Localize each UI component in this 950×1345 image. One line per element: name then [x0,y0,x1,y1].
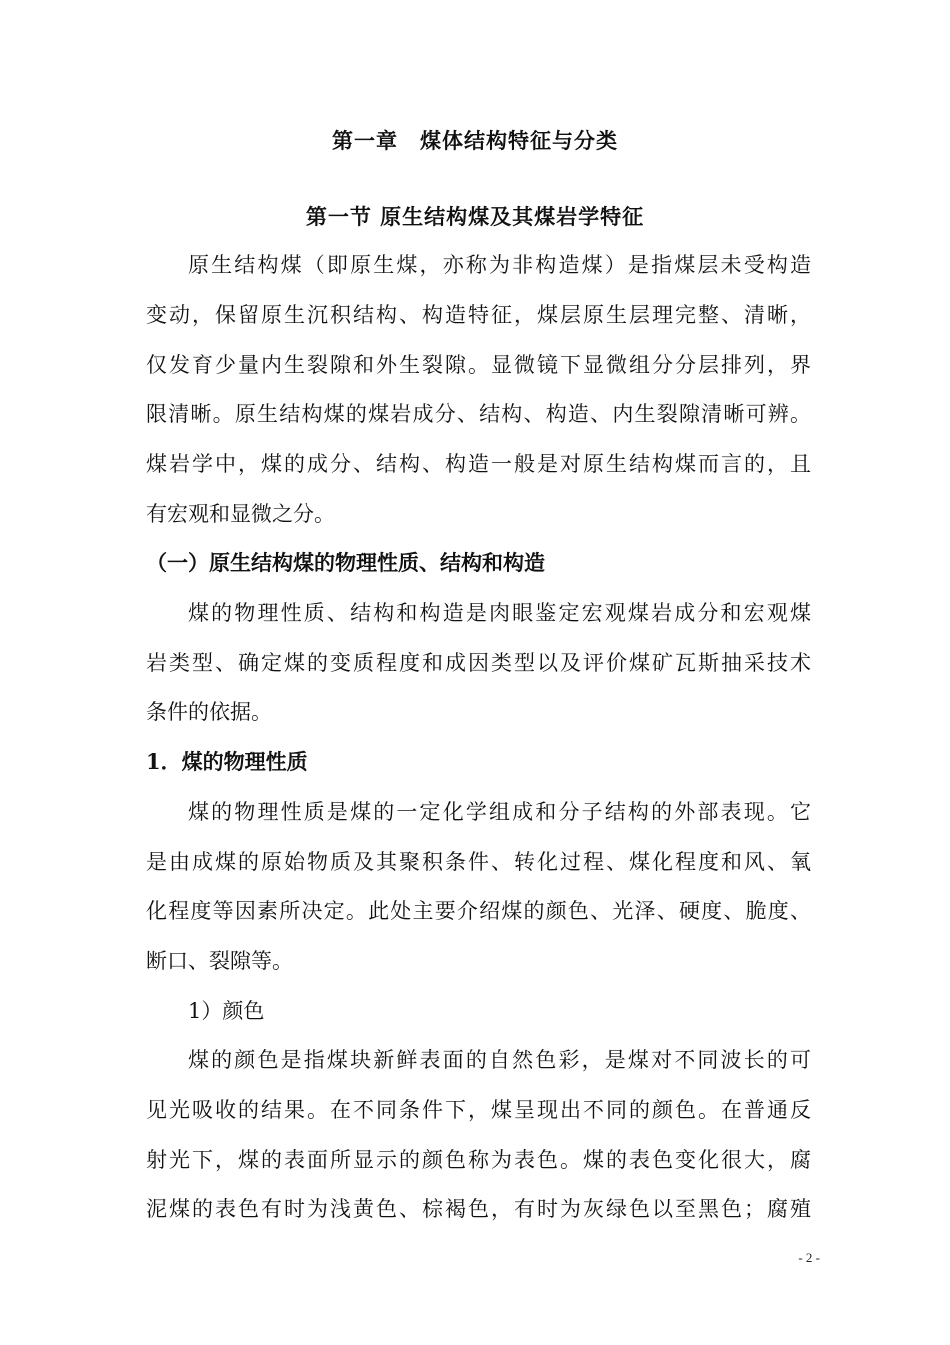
text-line: 限清晰。原生结构煤的煤岩成分、结构、构造、内生裂隙清晰可辨。 [146,402,811,426]
text-line: 仅发育少量内生裂隙和外生裂隙。显微镜下显微组分分层排列，界 [146,353,811,377]
text-line: 原生结构煤（即原生煤，亦称为非构造煤）是指煤层未受构造 [188,253,811,277]
text-line: 是由成煤的原始物质及其聚积条件、转化过程、煤化程度和风、氧 [146,850,811,874]
chapter-title: 第一章 煤体结构特征与分类 [332,128,618,153]
text-line: 断口、裂隙等。 [146,949,293,973]
text-line: 有宏观和显微之分。 [146,502,335,526]
text-line: 煤岩学中，煤的成分、结构、构造一般是对原生结构煤而言的，且 [146,452,811,476]
section-title: 第一节 原生结构煤及其煤岩学特征 [305,204,645,229]
text-line: 岩类型、确定煤的变质程度和成因类型以及评价煤矿瓦斯抽采技术 [146,651,811,675]
text-line: 泥煤的表色有时为浅黄色、棕褐色，有时为灰绿色以至黑色；腐殖 [146,1197,811,1221]
heading-2: 1．煤的物理性质 [146,749,308,774]
page-number: - 2 - [798,1250,820,1265]
heading-1: （一）原生结构煤的物理性质、结构和构造 [146,550,545,575]
text-line: 条件的依据。 [146,700,272,724]
text-line: 射光下，煤的表面所显示的颜色称为表色。煤的表色变化很大，腐 [146,1148,811,1172]
text-line: 见光吸收的结果。在不同条件下，煤呈现出不同的颜色。在普通反 [146,1098,811,1122]
subheading-color: 1）颜色 [188,999,265,1023]
text-line: 煤的颜色是指煤块新鲜表面的自然色彩，是煤对不同波长的可 [188,1048,811,1072]
text-line: 化程度等因素所决定。此处主要介绍煤的颜色、光泽、硬度、脆度、 [146,899,811,923]
text-line: 变动，保留原生沉积结构、构造特征，煤层原生层理完整、清晰， [146,303,811,327]
text-line: 煤的物理性质是煤的一定化学组成和分子结构的外部表现。它 [188,800,811,824]
text-line: 煤的物理性质、结构和构造是肉眼鉴定宏观煤岩成分和宏观煤 [188,601,811,625]
